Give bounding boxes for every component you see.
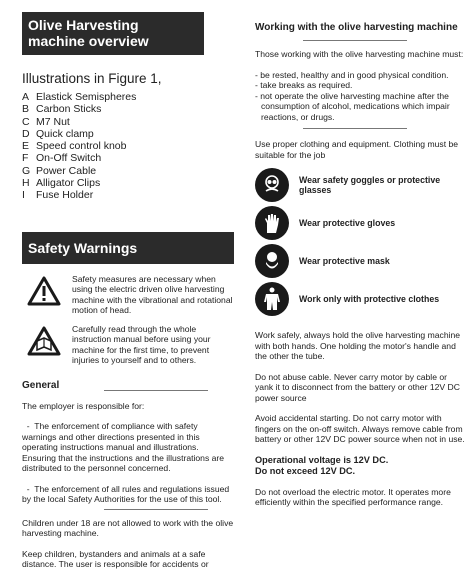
ppe-label: Wear safety goggles or protective glasses	[299, 174, 441, 195]
divider	[104, 509, 208, 510]
safety-title: Safety Warnings	[28, 239, 138, 256]
paragraph: Keep children, bystanders and animals at a safe distance. The user is responsible for accidents or	[22, 548, 209, 570]
paragraph: - The enforcement of compliance with safety warnings and other directions presented in this operating instructions manual and illustrations. Ensuring that the instructions and the illustrations are distributed to the personnel concerned.	[22, 421, 227, 474]
ppe-label: Wear protective gloves	[299, 217, 396, 228]
requirements-list	[255, 70, 467, 123]
paragraph: Work safely, always hold the olive harvesting machine with both hands. One holding the motor's handle and the other the tube.	[255, 330, 461, 361]
manual-row	[22, 324, 234, 366]
paragraph: Do not overload the electric motor. It operates more efficiently within the specified performance range.	[255, 486, 451, 507]
legend-item: G Power Cable	[22, 164, 97, 177]
left-column	[22, 12, 234, 570]
legend-item: D Quick clamp	[22, 127, 94, 140]
ppe-item	[255, 242, 467, 280]
ppe-label: Work only with protective clothes	[299, 293, 440, 304]
warning-text: Safety measures are necessary when using the electric driven olive harvesting machine with the vibrational and rotational motion of head.	[72, 273, 233, 316]
section-heading: Working with the olive harvesting machine	[255, 22, 458, 33]
ppe-label: Wear protective mask	[299, 255, 390, 266]
goggles-icon	[255, 168, 289, 202]
voltage-line: Do not exceed 12V DC.	[255, 465, 356, 476]
divider	[303, 40, 407, 41]
right-column	[255, 22, 467, 508]
ppe-list	[255, 166, 467, 318]
legend-item: E Speed control knob	[22, 140, 127, 153]
ppe-item	[255, 204, 467, 242]
legend-item: I Fuse Holder	[22, 189, 94, 202]
warning-triangle-icon	[22, 274, 66, 316]
warning-row	[22, 274, 234, 316]
overview-banner	[22, 12, 204, 55]
paragraph: Those working with the olive harvesting machine must:	[255, 49, 464, 59]
legend-item: F On-Off Switch	[22, 152, 102, 165]
paragraph: Use proper clothing and equipment. Clothing must be suitable for the job	[255, 139, 459, 160]
mask-icon	[255, 244, 289, 278]
general-heading: General	[22, 379, 60, 391]
legend-item: B Carbon Sticks	[22, 103, 102, 116]
illustrations-title: Illustrations in Figure 1,	[22, 71, 162, 86]
ppe-item	[255, 166, 467, 204]
paragraph: Avoid accidental starting. Do not carry motor with fingers on the on-off switch. Always remove cable from battery or other 12V DC power source when not in use.	[255, 413, 465, 444]
voltage-note	[255, 455, 467, 477]
safety-banner	[22, 232, 234, 264]
overview-title: Olive Harvesting machine overview	[28, 17, 149, 49]
manual-text: Carefully read through the whole instruction manual before using your machine for the first time, to prevent injuries to yourself and to others.	[72, 323, 211, 366]
voltage-line: Operational voltage is 12V DC.	[255, 454, 389, 465]
legend-item: C M7 Nut	[22, 115, 70, 128]
divider	[303, 128, 407, 129]
general-section	[22, 380, 234, 570]
legend-item: H Alligator Clips	[22, 177, 101, 190]
paragraph: - The enforcement of all rules and regulations issued by the local Safety Authorities for the use of this tool.	[22, 483, 232, 505]
list-item: - not operate the olive harvesting machine after the consumption of alcohol, medications which impair reactions, or drugs.	[255, 90, 450, 122]
list-item: - be rested, healthy and in good physical condition.	[255, 69, 449, 80]
parts-legend	[22, 91, 234, 202]
legend-item: A Elastick Semispheres	[22, 91, 137, 103]
paragraph: Children under 18 are not allowed to work with the olive harvesting machine.	[22, 517, 234, 539]
read-manual-icon	[22, 324, 66, 366]
list-item: - take breaks as required.	[255, 80, 353, 90]
gloves-icon	[255, 206, 289, 240]
divider	[104, 390, 208, 391]
ppe-item	[255, 280, 467, 318]
paragraph: The employer is responsible for:	[22, 400, 145, 411]
paragraph: Do not abuse cable. Never carry motor by cable or yank it to disconnect from the battery or other 12V DC power source	[255, 371, 460, 403]
protective-clothes-icon	[255, 282, 289, 316]
